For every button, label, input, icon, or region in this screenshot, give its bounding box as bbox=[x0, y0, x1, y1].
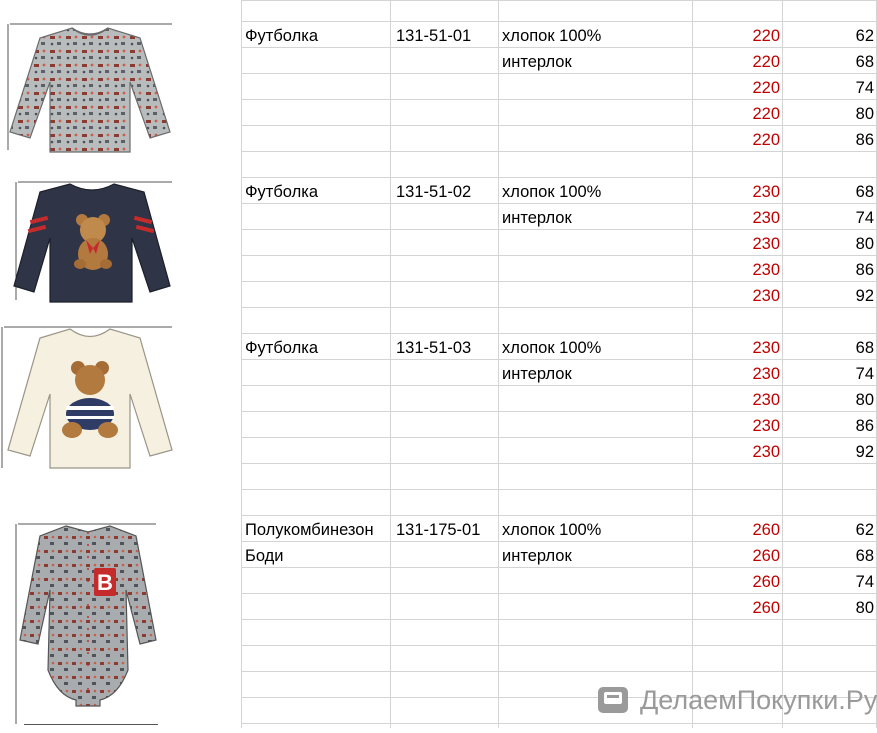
cell-size[interactable]: 92 bbox=[855, 287, 874, 305]
shirt-cream-bear-icon bbox=[0, 324, 180, 472]
cell-size[interactable]: 62 bbox=[855, 27, 874, 45]
grid-col-line bbox=[241, 0, 242, 728]
cell-article[interactable]: 131-51-01 bbox=[396, 27, 472, 45]
cell-material[interactable]: хлопок 100% bbox=[502, 339, 602, 357]
cell-price[interactable]: 260 bbox=[752, 547, 780, 565]
cell-size[interactable]: 80 bbox=[855, 391, 874, 409]
cell-price[interactable]: 260 bbox=[752, 521, 780, 539]
cell-price[interactable]: 220 bbox=[752, 53, 780, 71]
cell-name[interactable]: Футболка bbox=[245, 27, 319, 45]
cell-material[interactable]: интерлок bbox=[502, 53, 572, 71]
cell-size[interactable]: 80 bbox=[855, 599, 874, 617]
cell-price[interactable]: 230 bbox=[752, 391, 780, 409]
cell-article[interactable]: 131-51-03 bbox=[396, 339, 472, 357]
cell-size[interactable]: 68 bbox=[855, 53, 874, 71]
watermark-text: ДелаемПокупки.Ру bbox=[640, 684, 877, 715]
cell-size[interactable]: 74 bbox=[855, 209, 874, 227]
grid-col-line bbox=[390, 0, 391, 728]
cell-material[interactable]: хлопок 100% bbox=[502, 521, 602, 539]
cell-size[interactable]: 62 bbox=[855, 521, 874, 539]
cell-article[interactable]: 131-51-02 bbox=[396, 183, 472, 201]
cell-price[interactable]: 230 bbox=[752, 443, 780, 461]
product-image-3 bbox=[0, 324, 180, 472]
shop-logo-icon bbox=[596, 685, 630, 715]
cell-name[interactable]: Боди bbox=[245, 547, 284, 565]
cell-size[interactable]: 68 bbox=[855, 339, 874, 357]
shirt-navy-bear-icon bbox=[0, 178, 180, 306]
cell-size[interactable]: 92 bbox=[855, 443, 874, 461]
cell-price[interactable]: 230 bbox=[752, 287, 780, 305]
product-image-1 bbox=[0, 20, 180, 155]
cell-name[interactable]: Полукомбинезон bbox=[245, 521, 374, 539]
cell-price[interactable]: 230 bbox=[752, 339, 780, 357]
shirt-grey-print-icon bbox=[0, 20, 180, 155]
cell-size[interactable]: 80 bbox=[855, 235, 874, 253]
cell-material[interactable]: интерлок bbox=[502, 209, 572, 227]
cell-material[interactable]: интерлок bbox=[502, 547, 572, 565]
grid-col-line bbox=[782, 0, 783, 728]
cell-size[interactable]: 74 bbox=[855, 573, 874, 591]
product-image-2 bbox=[0, 178, 180, 306]
grid-col-line bbox=[498, 0, 499, 728]
cell-article[interactable]: 131-175-01 bbox=[396, 521, 481, 539]
next-image-edge bbox=[24, 724, 158, 725]
cell-material[interactable]: интерлок bbox=[502, 365, 572, 383]
cell-material[interactable]: хлопок 100% bbox=[502, 183, 602, 201]
cell-name[interactable]: Футболка bbox=[245, 339, 319, 357]
bodysuit-print-icon bbox=[0, 520, 180, 728]
cell-size[interactable]: 74 bbox=[855, 79, 874, 97]
cell-price[interactable]: 220 bbox=[752, 131, 780, 149]
cell-material[interactable]: хлопок 100% bbox=[502, 27, 602, 45]
cell-size[interactable]: 80 bbox=[855, 105, 874, 123]
cell-price[interactable]: 220 bbox=[752, 27, 780, 45]
cell-size[interactable]: 86 bbox=[855, 417, 874, 435]
product-image-4 bbox=[0, 520, 180, 728]
grid-col-line bbox=[692, 0, 693, 728]
cell-size[interactable]: 86 bbox=[855, 261, 874, 279]
cell-price[interactable]: 220 bbox=[752, 79, 780, 97]
cell-price[interactable]: 220 bbox=[752, 105, 780, 123]
cell-price[interactable]: 230 bbox=[752, 183, 780, 201]
cell-price[interactable]: 260 bbox=[752, 599, 780, 617]
cell-name[interactable]: Футболка bbox=[245, 183, 319, 201]
cell-size[interactable]: 68 bbox=[855, 183, 874, 201]
cell-size[interactable]: 68 bbox=[855, 547, 874, 565]
cell-price[interactable]: 230 bbox=[752, 235, 780, 253]
product-table bbox=[241, 0, 877, 728]
cell-price[interactable]: 230 bbox=[752, 417, 780, 435]
bodysuit-letter: B bbox=[97, 570, 113, 595]
watermark bbox=[596, 684, 877, 716]
cell-size[interactable]: 86 bbox=[855, 131, 874, 149]
cell-size[interactable]: 74 bbox=[855, 365, 874, 383]
cell-price[interactable]: 230 bbox=[752, 261, 780, 279]
cell-price[interactable]: 230 bbox=[752, 365, 780, 383]
cell-price[interactable]: 260 bbox=[752, 573, 780, 591]
cell-price[interactable]: 230 bbox=[752, 209, 780, 227]
